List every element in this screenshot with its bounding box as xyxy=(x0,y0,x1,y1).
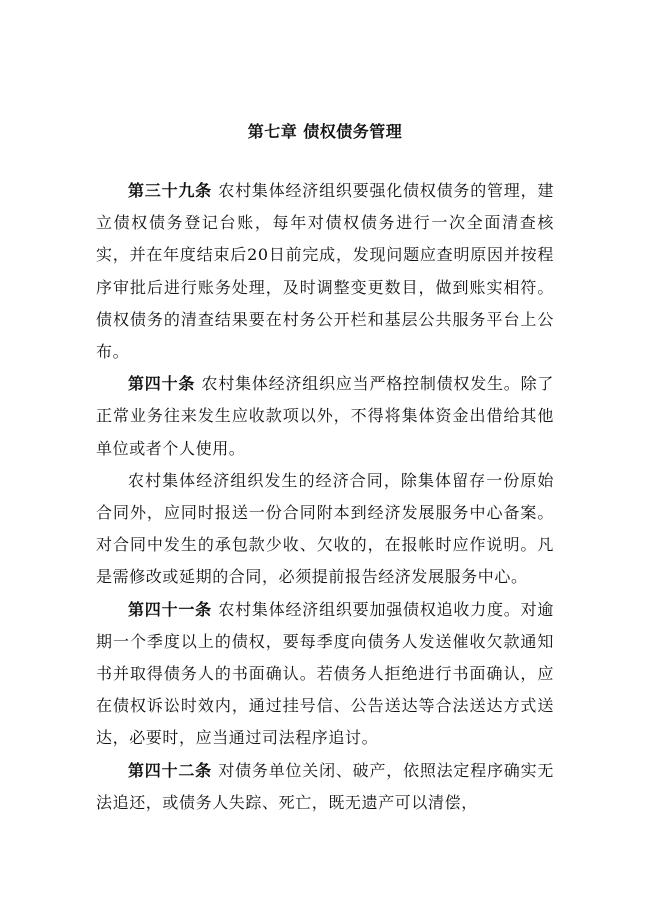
article-number: 第四十条 xyxy=(128,374,196,394)
paragraph-text: 农村集体经济组织应当严格控制债权发生。除了正常业务往来发生应收款项以外，不得将集体资金出借给其他单位或者个人使用。 xyxy=(96,374,554,458)
document-body xyxy=(96,175,554,819)
article-42-paragraph xyxy=(96,755,554,819)
chapter-title: 第七章 债权债务管理 xyxy=(247,122,403,141)
article-40-paragraph xyxy=(96,368,554,465)
paragraph-text: 农村集体经济组织发生的经济合同，除集体留存一份原始合同外，应同时报送一份合同附本到经济发展服务中心备案。对合同中发生的承包款少收、欠收的，在报帐时应作说明。凡是需修改或延期的合同，必须提前报告经济发展服务中心。 xyxy=(96,470,554,587)
article-39-paragraph xyxy=(96,175,554,368)
article-41-paragraph xyxy=(96,594,554,755)
paragraph-text: 农村集体经济组织要强化债权债务的管理，建立债权债务登记台账，每年对债权债务进行一次全面清查核实，并在年度结束后20日前完成，发现问题应查明原因并按程序审批后进行账务处理，及时调整变更数目，做到账实相符。债权债务的清查结果要在村务公开栏和基层公共服务平台上公布。 xyxy=(96,181,554,362)
article-number: 第四十一条 xyxy=(128,599,212,619)
paragraph-text: 对债务单位关闭、破产，依照法定程序确实无法追还，或债务人失踪、死亡，既无遗产可以清偿， xyxy=(96,760,554,812)
paragraph-text: 农村集体经济组织要加强债权追收力度。对逾期一个季度以上的债权，要每季度向债务人发送催收欠款通知书并取得债务人的书面确认。若债务人拒绝进行书面确认，应在债权诉讼时效内，通过挂号信、公告送达等合法送达方式送达，必要时，应当通过司法程序追讨。 xyxy=(96,599,554,748)
article-number: 第三十九条 xyxy=(128,181,212,200)
article-number: 第四十二条 xyxy=(128,760,212,780)
contract-paragraph xyxy=(96,465,554,594)
